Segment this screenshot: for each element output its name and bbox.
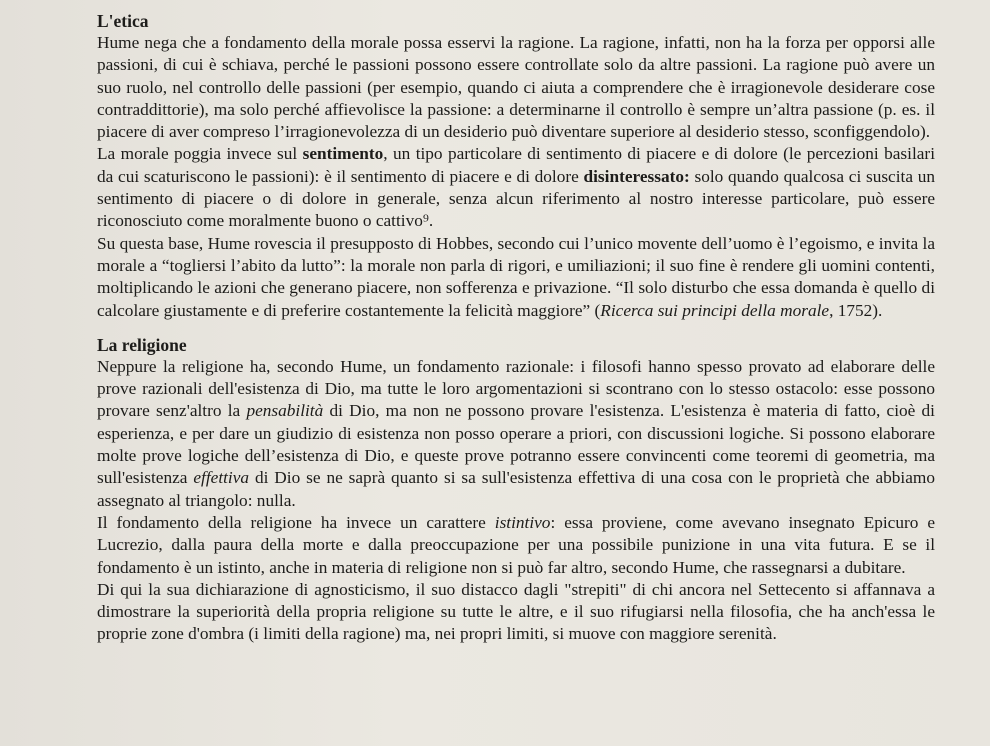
paragraph: [97, 32, 935, 143]
italic-text: Ricerca sui principi della morale: [600, 300, 830, 320]
text-run: solo quando qualcosa ci suscita un sentimento di piacere o di dolore in generale, senza alcun riferimento al nostro interesse particolare, può essere riconosciuto come moralmente buono o cattivo⁹.: [97, 166, 936, 231]
text-run: , un tipo particolare di sentimento di piacere e di dolore (le percezioni basilari da cui scaturiscono le passioni): è il sentimento di piacere e di dolore: [97, 144, 935, 186]
document-body: [97, 10, 935, 646]
italic-text: pensabilità: [246, 401, 324, 421]
italic-text: effettiva: [193, 468, 250, 488]
text-run: Di qui la sua dichiarazione di agnosticismo, il suo distacco dagli "strepiti" di chi ancora nel Settecento si affannava a dimostrare la superiorità della propria religione su tutte le altre, e il suo rifugiarsi nella filosofia, che ha anch'essa le proprie zone d'ombra (i limiti della ragione) ma, nei propri limiti, si muove con maggiore serenità.: [97, 579, 935, 644]
text-run: La morale poggia invece sul: [97, 144, 303, 164]
text-run: Su questa base, Hume rovescia il presupposto di Hobbes, secondo cui l’unico movente dell’uomo è l’egoismo, e invita la morale a “togliersi l’abito da lutto”: la morale non parla di rigori, e umiliazioni; il suo fine è rendere gli uomini contenti, moltiplicando le azioni che generano piacere, non sofferenza e privazione. “Il solo disturbo che essa domanda è quello di calcolare giustamente e di preferire costantemente la felicità maggiore” (: [97, 233, 935, 320]
heading-etica: L'etica: [97, 11, 149, 31]
bold-text: disinteressato:: [583, 166, 690, 186]
heading-religione: La religione: [97, 334, 187, 355]
paragraph: [97, 512, 935, 579]
text-run: Il fondamento della religione ha invece un carattere: [97, 512, 495, 532]
text-run: , 1752).: [829, 300, 883, 320]
text-run: Hume nega che a fondamento della morale possa esservi la ragione. La ragione, infatti, non ha la forza per opporsi alle passioni, di cui è schiava, perché le passioni possono essere controllate solo da altre passioni. La ragione può avere un suo ruolo, nel controllo delle passioni (per esempio, quando ci aiuta a comprendere che è irragionevole desiderare cose contraddittorie), ma solo perché affievolisce la passione: a determinarne il controllo è sempre un’altra passione (p. es. il piacere di aver compreso l’irragionevolezza di un desiderio può diventare superiore al desiderio stesso, sconfiggendolo).: [97, 33, 935, 142]
bold-text: sentimento: [302, 144, 384, 164]
text-run: di Dio, ma non ne possono provare l'esistenza. L'esistenza è materia di fatto, cioè di esperienza, e per dare un giudizio di esistenza non posso operare a priori, con discussioni logiche. Si possono elaborare molte prove logiche dell’esistenza di Dio, e queste prove potranno essere convincenti come teoremi di geometria, ma sull'esistenza: [97, 401, 935, 488]
paragraph: [97, 233, 935, 322]
italic-text: istintivo: [494, 512, 551, 532]
text-run: di Dio se ne saprà quanto si sa sull'esistenza effettiva di una cosa con le proprietà che abbiamo assegnato al triangolo: nulla.: [97, 468, 935, 510]
paragraph: [97, 143, 935, 232]
text-run: Neppure la religione ha, secondo Hume, un fondamento razionale: i filosofi hanno spesso provato ad elaborare delle prove razionali dell'esistenza di Dio, ma tutte le loro argomentazioni si scontrano con lo stesso ostacolo: esse possono provare senz'altro la: [97, 356, 935, 421]
section-gap: [97, 322, 935, 334]
paragraph: [97, 356, 935, 512]
paragraph: [97, 579, 935, 646]
text-run: : essa proviene, come avevano insegnato Epicuro e Lucrezio, dalla paura della morte e dalla preoccupazione per una possibile punizione in una vita futura. E se il fondamento è un istinto, anche in materia di religione non si può far altro, secondo Hume, che rassegnarsi a dubitare.: [97, 512, 935, 577]
